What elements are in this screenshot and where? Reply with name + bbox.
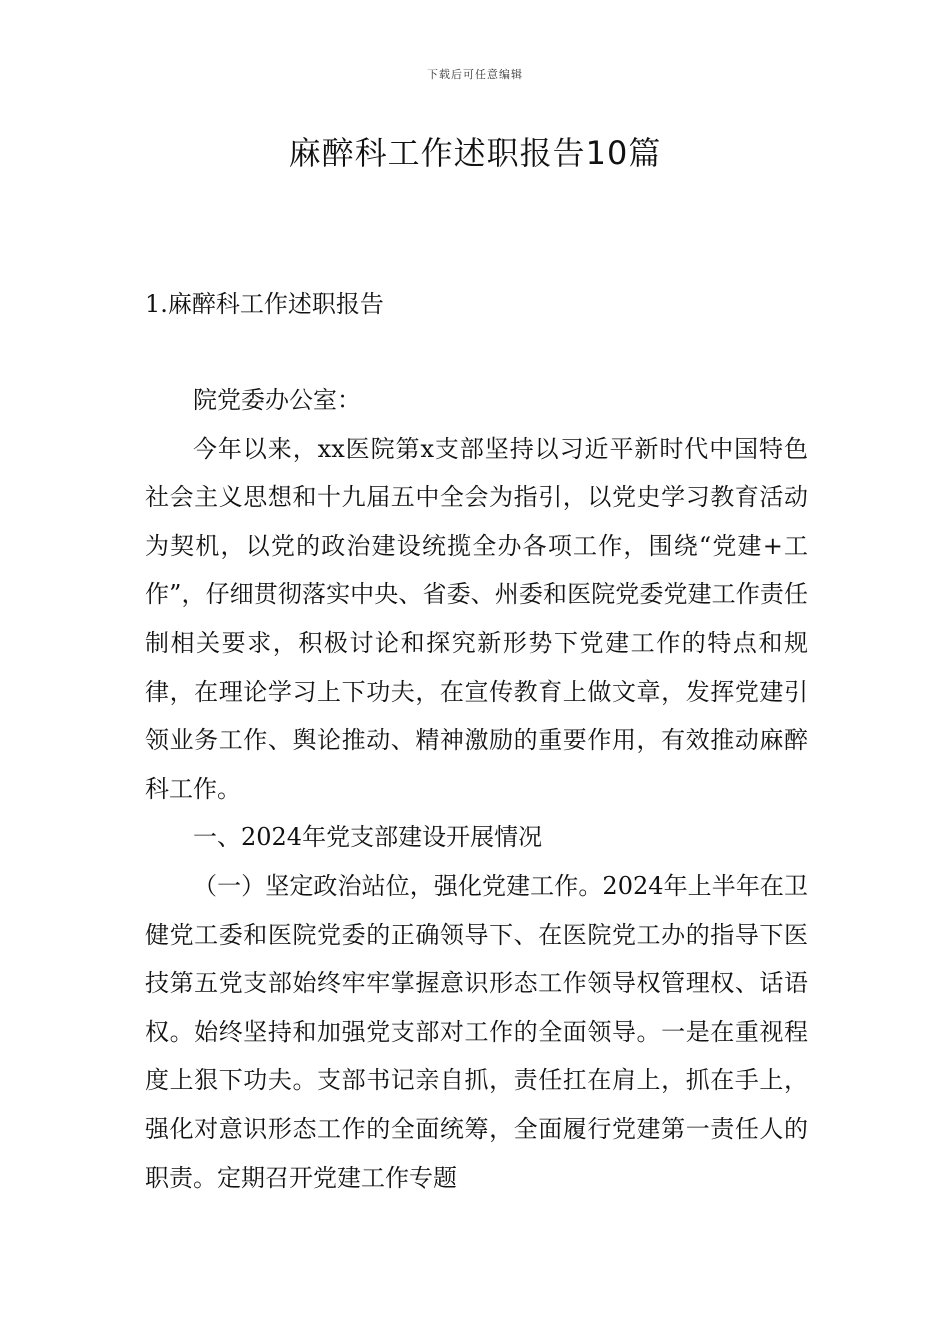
- paragraph-intro: 今年以来，xx医院第x支部坚持以习近平新时代中国特色社会主义思想和十九届五中全会为指引，以党史学习教育活动为契机，以党的政治建设统揽全办各项工作，围绕“党建+工作”，仔细贯彻落实中央、省委、州委和医院党委党建工作责任制相关要求，积极讨论和探究新形势下党建工作的特点和规律，在理论学习上下功夫，在宣传教育上做文章，发挥党建引领业务工作、舆论推动、精神激励的重要作用，有效推动麻醉科工作。: [145, 434, 808, 803]
- document-body: [145, 376, 808, 1202]
- salutation: 院党委办公室：: [193, 386, 361, 414]
- header-note: 下载后可任意编辑: [427, 68, 523, 81]
- document-title: 麻醉科工作述职报告10篇: [288, 134, 662, 172]
- section-heading: 1.麻醉科工作述职报告: [145, 290, 384, 318]
- paragraph-subsection-one: （一）坚定政治站位，强化党建工作。2024年上半年在卫健党工委和医院党委的正确领导下、在医院党工办的指导下医技第五党支部始终牢牢掌握意识形态工作领导权管理权、话语权。始终坚持和加强党支部对工作的全面领导。一是在重视程度上狠下功夫。支部书记亲自抓，责任扛在肩上，抓在手上，强化对意识形态工作的全面统筹，全面履行党建第一责任人的职责。定期召开党建工作专题: [145, 871, 808, 1192]
- paragraph-heading-one: 一、2024年党支部建设开展情况: [193, 823, 543, 852]
